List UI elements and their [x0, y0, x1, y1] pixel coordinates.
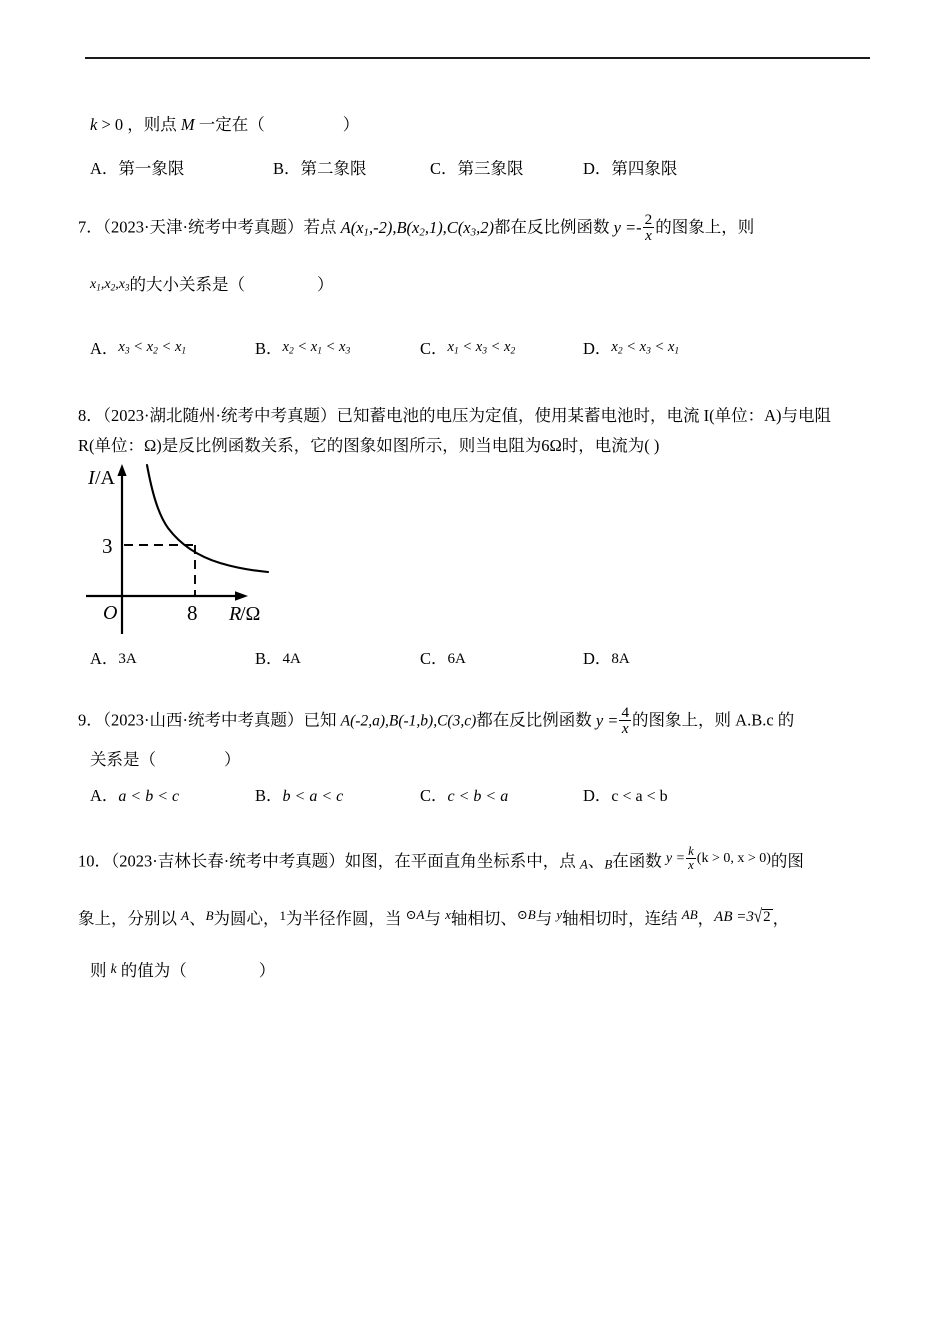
q9-stem-line2 — [90, 752, 241, 769]
q7-frac-num: 2 — [644, 211, 653, 228]
q6-option-c[interactable] — [430, 161, 524, 178]
q7-option-c-text: $x_1 < x_3 < x_2$ — [447, 339, 516, 357]
q7-stem-text-2: 都在反比例函数 — [493, 217, 614, 237]
q9-function: y = $\frac{4}{x}$ — [595, 704, 630, 738]
figure-y-axis-arrow — [117, 464, 126, 476]
figure-x-axis-label: R — [229, 603, 242, 625]
figure-y-axis-label-unit: /A — [95, 467, 115, 489]
q10-stem-text-9: 与 — [535, 909, 557, 928]
q7-paren-close: ） — [317, 275, 334, 294]
q8-option-d-label: D． — [583, 649, 612, 668]
q10-stem-line2 — [78, 908, 789, 928]
q10-radius: 1 — [279, 908, 287, 923]
q8-option-a-text: 3A — [118, 651, 137, 667]
q8-stem-text-2: R(单位：Ω)是反比例函数关系，它的图象如图所示，则当电阻为6Ω时，电流为( ) — [78, 436, 660, 455]
q9-option-d-label: D． — [583, 786, 612, 805]
q8-option-d-text: 8A — [611, 651, 630, 667]
q9-frac-num: 4 — [621, 704, 630, 721]
q9-source: （2023·山西·统考中考真题） — [102, 710, 304, 730]
q6-stem-line: k > 0 ，则点 M 一定在（ ） — [90, 115, 360, 134]
q8-option-a[interactable] — [90, 651, 137, 668]
q7-option-d-label: D． — [583, 339, 612, 358]
q10-sep-2: 、 — [189, 909, 206, 928]
q8-option-b-text: 4A — [282, 651, 301, 667]
q7-stem-line1 — [78, 212, 754, 244]
q10-ab-length: AB =3√2 — [714, 906, 771, 927]
q8-option-c[interactable] — [420, 651, 466, 668]
q7-variables: $x_1,x_2,x_3$ — [90, 277, 130, 293]
q10-stem-text-12: 的值为（ — [116, 961, 187, 980]
q10-center-b: B — [205, 908, 214, 923]
q8-option-c-text: 6A — [447, 651, 466, 667]
q9-option-c-text: c < b < a — [447, 788, 509, 805]
q10-circle-a: ⊙A — [405, 907, 425, 922]
q7-option-c[interactable] — [420, 340, 515, 358]
figure-y-tick-label: 3 — [102, 534, 113, 558]
q6-option-d[interactable] — [583, 161, 677, 178]
q8-option-c-label: C． — [420, 649, 448, 668]
q10-paren-close: ） — [258, 961, 276, 980]
q8-option-d[interactable] — [583, 651, 630, 668]
q10-stem-line1 — [78, 845, 804, 872]
q10-comma-2: ， — [772, 909, 790, 928]
q7-option-a-label: A． — [90, 339, 119, 358]
q10-comma-1: ， — [697, 909, 715, 928]
q8-number: 8． — [78, 406, 103, 425]
q9-number: 9． — [78, 710, 103, 730]
figure-hyperbola-curve — [147, 465, 268, 572]
q10-point-b: B — [604, 856, 613, 872]
figure-x-tick-label: 8 — [187, 601, 198, 625]
q10-function-condition: (k > 0, x > 0) — [696, 851, 771, 867]
q10-point-a: A — [579, 856, 588, 872]
q9-option-a[interactable] — [90, 788, 179, 805]
q10-stem-text-10: 轴相切时，连结 — [562, 909, 682, 928]
q6-option-a-text: 第一象限 — [118, 159, 185, 178]
q8-option-b-label: B． — [255, 649, 283, 668]
q10-frac-num: k — [688, 844, 694, 858]
q7-source: （2023·天津·统考中考真题） — [102, 217, 304, 237]
q9-option-a-label: A． — [90, 786, 119, 805]
q10-stem-text-3: 的图 — [770, 851, 804, 871]
q7-points: $A(x_1,-2),B(x_2,1),C(x_3,2)$ — [340, 217, 494, 239]
q9-option-b[interactable] — [255, 788, 343, 805]
q6-option-d-text: 第四象限 — [611, 159, 678, 178]
figure-y-axis-label: I — [88, 467, 95, 489]
q10-stem-text-5: 为圆心， — [213, 909, 280, 928]
q7-stem-text-4: 的大小关系是（ — [129, 275, 246, 294]
q10-axis-y: y — [556, 907, 563, 922]
q8-option-b[interactable] — [255, 651, 301, 668]
header-rule — [85, 57, 870, 59]
q10-stem-text-6: 为半径作圆，当 — [286, 909, 406, 928]
q10-stem-text-2: 在函数 — [612, 851, 666, 871]
q10-ab-radicand: 2 — [763, 909, 771, 925]
q6-option-b-text: 第二象限 — [300, 159, 367, 178]
q6-condition: k — [90, 115, 98, 134]
q6-option-d-label: D． — [583, 159, 612, 178]
figure-x-axis-label-unit: /Ω — [240, 603, 261, 625]
q7-option-b-text: $x_2 < x_1 < x_3$ — [282, 339, 351, 357]
q10-stem-text-4: 象上，分别以 — [78, 909, 182, 928]
q9-paren-close: ） — [224, 750, 241, 769]
q10-function: y = k x (k > 0, x > 0) — [665, 844, 771, 873]
q7-stem-text-1: 若点 — [303, 217, 341, 237]
q6-option-c-label: C． — [430, 159, 458, 178]
q6-option-a-label: A． — [90, 159, 119, 178]
q10-stem-text-1: 如图，在平面直角坐标系中，点 — [344, 851, 580, 871]
q7-option-a[interactable] — [90, 340, 186, 358]
q9-option-d-text: c < a < b — [611, 788, 668, 805]
q7-number: 7． — [78, 217, 103, 237]
q9-stem-text-4: 关系是（ — [90, 750, 156, 769]
figure-x-axis-arrow — [235, 591, 248, 601]
q8-source: （2023·湖北随州·统考中考真题） — [102, 406, 337, 425]
q9-option-c[interactable] — [420, 788, 508, 805]
q10-number: 10． — [78, 851, 111, 871]
q7-function: y =- $\frac{2}{x}$ — [613, 211, 653, 245]
q10-stem-text-11: 则 — [90, 961, 111, 980]
q8-stem-text-1: 已知蓄电池的电压为定值，使用某蓄电池时，电流 I(单位：A)与电阻 — [336, 406, 832, 425]
q7-option-a-text: $x_3 < x_2 < x_1$ — [118, 339, 187, 357]
q9-option-c-label: C． — [420, 786, 448, 805]
q9-stem-text-1: 已知 — [303, 710, 341, 730]
q7-frac-den: x — [645, 227, 652, 245]
q10-stem-text-7: 与 — [424, 909, 446, 928]
q10-unknown-k: k — [110, 961, 117, 976]
q7-option-d-text: $x_2 < x_3 < x_1$ — [611, 339, 680, 357]
q9-points: A(-2,a),B(-1,b),C(3,c) — [340, 712, 477, 730]
q10-sep-1: 、 — [587, 851, 605, 871]
q7-stem-text-3: 的图象上，则 — [655, 217, 755, 237]
q9-option-b-label: B． — [255, 786, 283, 805]
q9-stem-text-3: 的图象上，则 A.B.c 的 — [632, 710, 795, 730]
q6-option-b[interactable] — [273, 161, 367, 178]
q8-option-a-label: A． — [90, 649, 119, 668]
q9-option-d[interactable] — [583, 788, 668, 805]
q6-stem-text: ，则点 — [127, 115, 181, 134]
q9-stem-line1 — [78, 705, 794, 737]
q7-option-b[interactable] — [255, 340, 350, 358]
q10-stem-text-8: 轴相切、 — [450, 909, 517, 928]
q7-option-d[interactable] — [583, 340, 679, 358]
q10-axis-x: x — [445, 907, 451, 922]
q9-frac-den: x — [621, 720, 629, 738]
q6-option-c-text: 第三象限 — [457, 159, 524, 178]
q7-option-b-label: B． — [255, 339, 283, 358]
q7-stem-line2 — [90, 277, 334, 294]
q10-segment-ab: AB — [681, 907, 698, 922]
figure-origin-label: O — [103, 602, 118, 624]
q8-stem-line2 — [78, 438, 659, 455]
q10-stem-line3 — [90, 962, 275, 980]
q6-option-a[interactable] — [90, 161, 184, 178]
q9-option-a-text: a < b < c — [118, 788, 180, 805]
q8-figure — [72, 462, 372, 650]
q10-circle-b: ⊙B — [516, 907, 536, 922]
q7-option-c-label: C． — [420, 339, 448, 358]
q10-source: （2023·吉林长春·统考中考真题） — [111, 851, 345, 871]
q10-frac-den: x — [688, 858, 694, 873]
q6-option-b-label: B． — [273, 159, 301, 178]
q9-option-b-text: b < a < c — [282, 788, 344, 805]
q8-stem-line1 — [78, 408, 831, 425]
q10-center-a: A — [181, 908, 190, 923]
q9-stem-text-2: 都在反比例函数 — [476, 710, 596, 730]
